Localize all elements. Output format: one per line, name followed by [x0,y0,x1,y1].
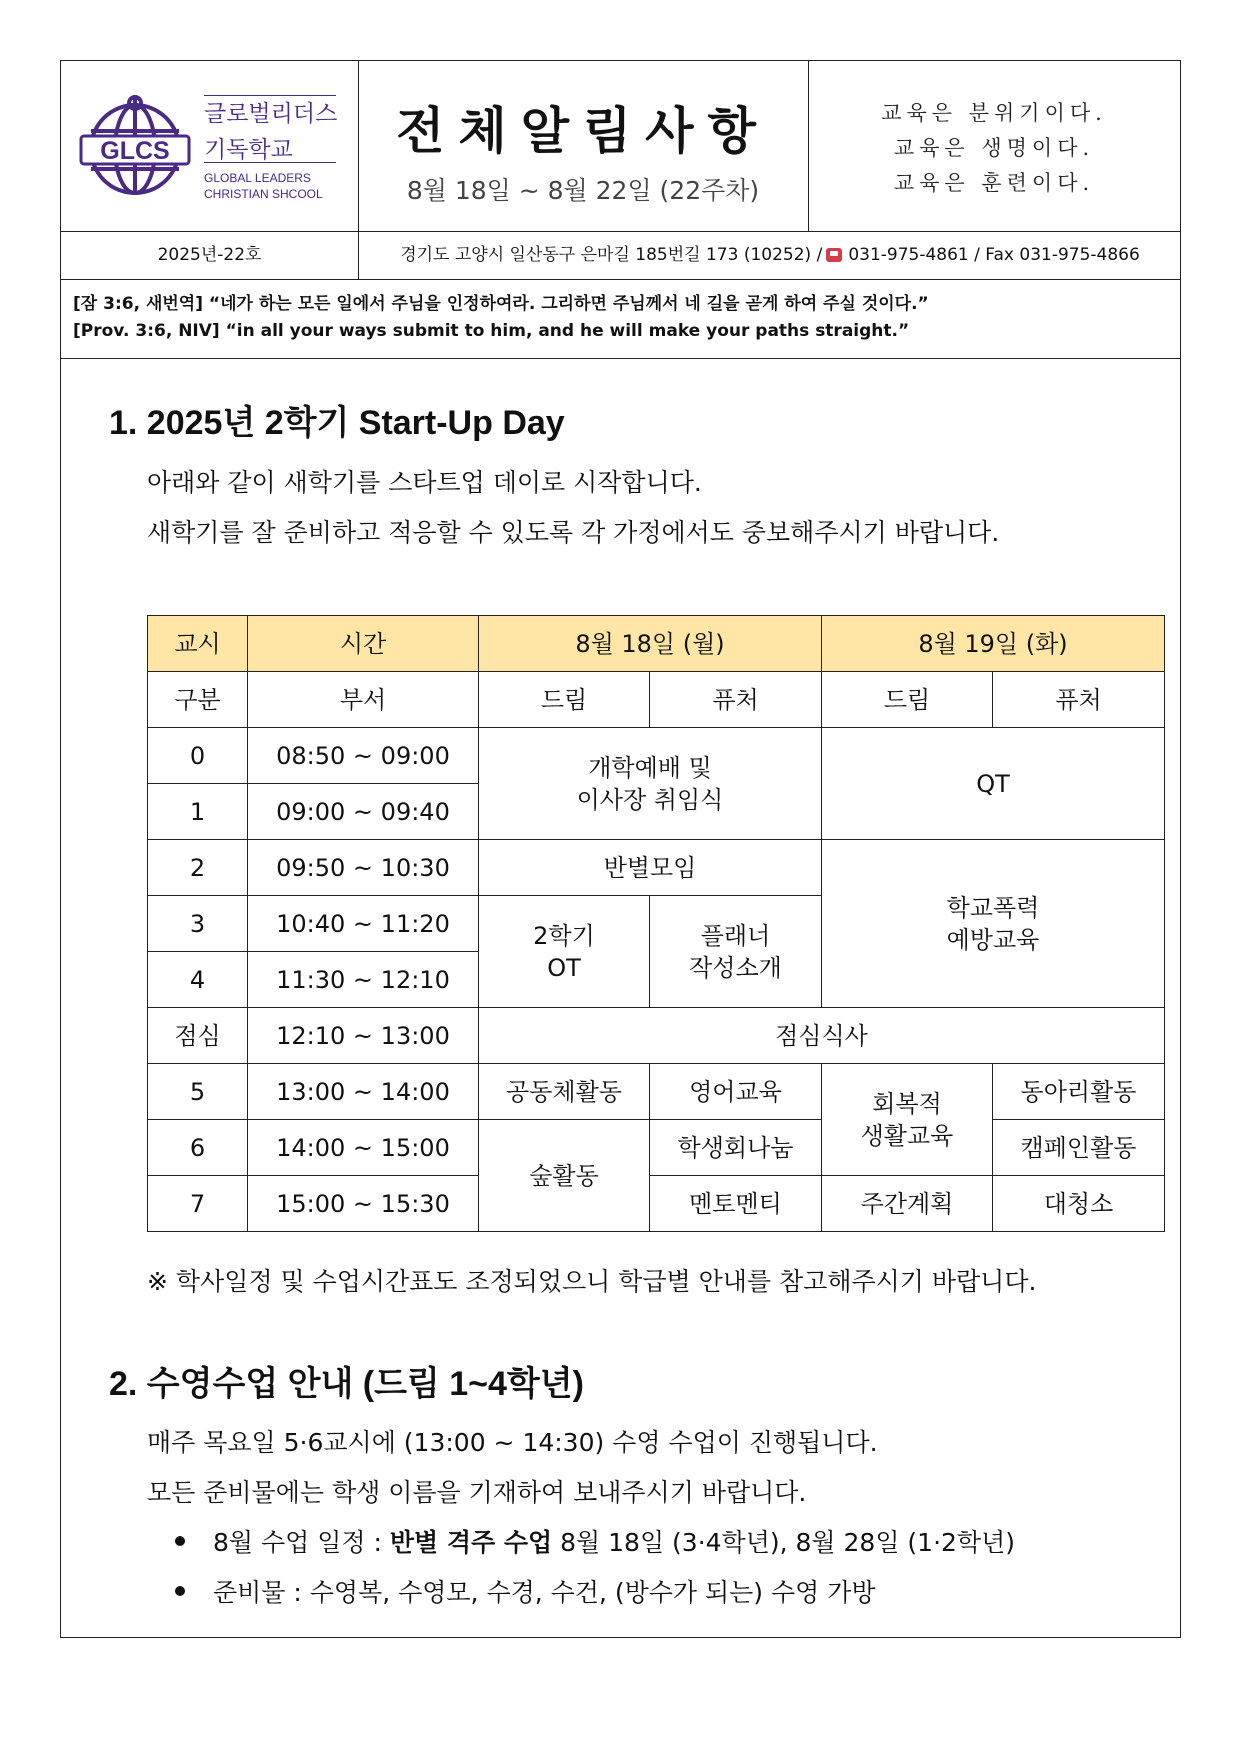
page-title: 전체알림사항 [396,102,770,160]
header-cell: 퓨처 [650,672,822,728]
phone-icon [826,248,842,262]
table-row [148,1120,1165,1176]
bullet-text: 준비물 : 수영복, 수영모, 수경, 수건, (방수가 되는) 수영 가방 [213,1578,876,1607]
activity-cell: 개학예배 및 이사장 취임식 [479,728,822,840]
period-cell: 5 [148,1064,248,1120]
time-cell: 11:30 ~ 12:10 [248,952,479,1008]
header-cell: 드림 [479,672,650,728]
school-logo [61,61,359,231]
header [61,61,1180,232]
bullet-icon [175,1586,185,1596]
logo-abbr: GLCS [100,137,170,165]
time-cell: 15:00 ~ 15:30 [248,1176,479,1232]
header-cell: 퓨처 [993,672,1165,728]
logo-name-en-2: CHRISTIAN SHCOOL [204,187,323,201]
header-cell: 시간 [248,616,479,672]
verse-korean: [잠 3:6, 새번역] “네가 하는 모든 일에서 주님을 인정하여라. 그리하면 주님께서 네 길을 곧게 하여 주실 것이다.” [73,294,929,314]
table-row [148,1008,1165,1064]
schedule-table [147,615,1165,1232]
header-cell: 구분 [148,672,248,728]
activity-cell: 학생회나눔 [650,1120,822,1176]
period-cell: 2 [148,840,248,896]
info-bar [61,231,1180,280]
motto-line: 교육은 생명이다. [893,136,1095,160]
activity-cell: 대청소 [993,1176,1165,1232]
section-2-title: 2. 수영수업 안내 (드림 1~4학년) [109,1365,584,1403]
period-cell: 6 [148,1120,248,1176]
activity-cell: 동아리활동 [993,1064,1165,1120]
notice-page [60,60,1181,1638]
activity-cell: 캠페인활동 [993,1120,1165,1176]
bullet-text: 8월 18일 (3·4학년), 8월 28일 (1·2학년) [552,1528,1015,1557]
address: 경기도 고양시 일산동구 은마길 185번길 173 (10252) / [400,245,823,265]
activity-cell: 점심식사 [479,1008,1165,1064]
activity-cell: 영어교육 [650,1064,822,1120]
section-2-line-2: 모든 준비물에는 학생 이름을 기재하여 보내주시기 바랍니다. [147,1478,807,1507]
activity-cell: 2학기 OT [479,896,650,1008]
section-1-title: 1. 2025년 2학기 Start-Up Day [109,404,565,442]
time-cell: 14:00 ~ 15:00 [248,1120,479,1176]
header-cell: 교시 [148,616,248,672]
activity-cell: 반별모임 [479,840,822,896]
logo-name-ko-1: 글로벌리더스 [204,101,338,127]
period-cell: 점심 [148,1008,248,1064]
period-cell: 0 [148,728,248,784]
table-subheader-row [148,672,1165,728]
header-cell: 드림 [822,672,993,728]
motto-block [808,61,1180,231]
period-cell: 4 [148,952,248,1008]
logo-rule-bottom [204,162,336,163]
section-1-line-2: 새학기를 잘 준비하고 적응할 수 있도록 각 가정에서도 중보해주시기 바랍니다. [147,518,1000,547]
time-cell: 13:00 ~ 14:00 [248,1064,479,1120]
header-cell: 8월 19일 (화) [822,616,1165,672]
motto-line: 교육은 분위기이다. [881,101,1107,125]
table-row [148,728,1165,784]
logo-name-en-1: GLOBAL LEADERS [204,171,311,185]
period-cell: 3 [148,896,248,952]
section-2-line-1: 매주 목요일 5·6교시에 (13:00 ~ 14:30) 수영 수업이 진행됩니다. [147,1428,878,1457]
activity-cell: 회복적 생활교육 [822,1064,993,1176]
phone-fax: 031-975-4861 / Fax 031-975-4866 [848,245,1140,265]
activity-cell: 공동체활동 [479,1064,650,1120]
header-cell: 부서 [248,672,479,728]
bullet-text: 8월 수업 일정 : [213,1528,390,1557]
time-cell: 08:50 ~ 09:00 [248,728,479,784]
activity-cell: 플래너 작성소개 [650,896,822,1008]
issue-number: 2025년-22호 [61,231,359,279]
page-subtitle: 8월 18일 ~ 8월 22일 (22주차) [406,176,760,205]
time-cell: 10:40 ~ 11:20 [248,896,479,952]
bible-verse [61,279,1180,359]
table-row [148,1176,1165,1232]
table-row [148,1064,1165,1120]
header-cell: 8월 18일 (월) [479,616,822,672]
motto-line: 교육은 훈련이다. [893,171,1095,195]
title-block [358,61,809,231]
contact-info [358,231,1182,279]
table-row [148,840,1165,896]
verse-english: [Prov. 3:6, NIV] “in all your ways submit to him, and he will make your paths straight.” [73,321,910,341]
period-cell: 7 [148,1176,248,1232]
activity-cell: 멘토멘티 [650,1176,822,1232]
table-header-row [148,616,1165,672]
section-1-line-1: 아래와 같이 새학기를 스타트업 데이로 시작합니다. [147,468,702,497]
bullet-icon [175,1536,185,1546]
time-cell: 09:50 ~ 10:30 [248,840,479,896]
period-cell: 1 [148,784,248,840]
activity-cell: QT [822,728,1165,840]
activity-cell: 학교폭력 예방교육 [822,840,1165,1008]
bullet-bold-text: 반별 격주 수업 [389,1528,553,1557]
globe-cross-icon [79,89,191,201]
activity-cell: 주간계획 [822,1176,993,1232]
logo-name-ko-2: 기독학교 [204,137,293,163]
schedule-note: ※ 학사일정 및 수업시간표도 조정되었으니 학급별 안내를 참고해주시기 바랍니다. [147,1267,1037,1296]
time-cell: 09:00 ~ 09:40 [248,784,479,840]
time-cell: 12:10 ~ 13:00 [248,1008,479,1064]
activity-cell: 숲활동 [479,1120,650,1232]
